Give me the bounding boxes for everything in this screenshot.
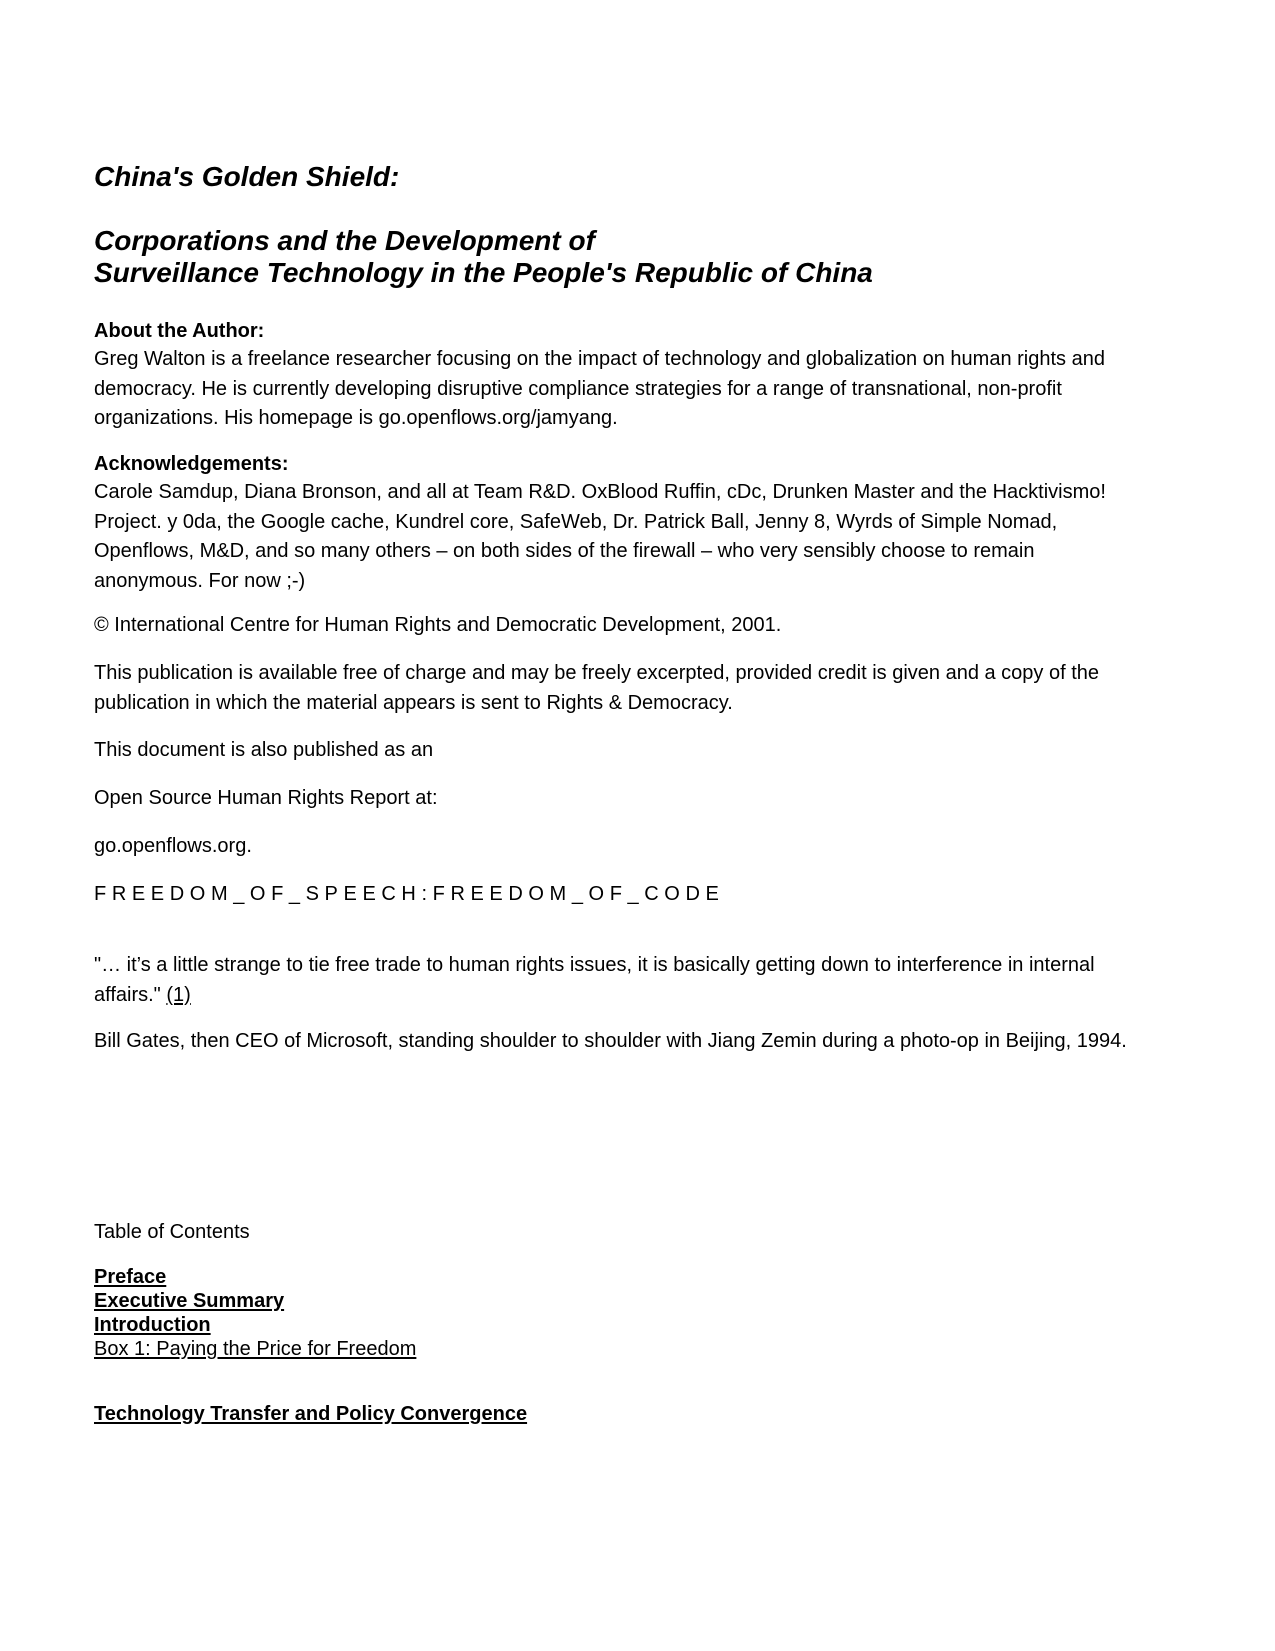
open-source-report-text: Open Source Human Rights Report at: xyxy=(94,787,438,809)
acknowledgements-text xyxy=(94,478,1106,596)
availability-line: publication in which the material appears is sent to Rights & Democracy. xyxy=(94,691,733,714)
acknowledgements-heading: Acknowledgements: xyxy=(94,453,289,475)
quote-line-2-text: affairs." xyxy=(94,983,167,1006)
toc-link-technology-transfer[interactable]: Technology Transfer and Policy Convergence xyxy=(94,1403,528,1425)
quote-block xyxy=(94,951,1095,1010)
about-author-line: democracy. He is currently developing disruptive compliance strategies for a range of transnational, non-profit xyxy=(94,377,1062,400)
quote-line-2 xyxy=(94,981,1095,1011)
about-author-line: Greg Walton is a freelance researcher focusing on the impact of technology and globalization on human rights and xyxy=(94,348,1105,370)
footnote-link[interactable]: (1) xyxy=(166,983,191,1006)
acknowledgements-line: Project. y 0da, the Google cache, Kundrel core, SafeWeb, Dr. Patrick Ball, Jenny 8, Wyrds of Simple Nomad, xyxy=(94,510,1058,533)
document-title: China's Golden Shield: xyxy=(94,161,400,192)
acknowledgements-line: Carole Samdup, Diana Bronson, and all at Team R&D. OxBlood Ruffin, cDc, Drunken Master and the Hacktivismo! xyxy=(94,481,1106,503)
document-subtitle-line-2: Surveillance Technology in the People's Republic of China xyxy=(94,257,873,288)
document-subtitle-line-1: Corporations and the Development of xyxy=(94,225,595,256)
toc-heading: Table of Contents xyxy=(94,1221,250,1243)
toc-list xyxy=(94,1265,416,1361)
toc-link-box-1[interactable]: Box 1: Paying the Price for Freedom xyxy=(94,1338,417,1360)
photo-caption: Bill Gates, then CEO of Microsoft, standing shoulder to shoulder with Jiang Zemin during a photo-op in Beijing, 1994. xyxy=(94,1030,1127,1052)
about-author-text xyxy=(94,345,1105,434)
availability-text xyxy=(94,659,1099,718)
also-published-text: This document is also published as an xyxy=(94,739,434,761)
toc-link-preface[interactable]: Preface xyxy=(94,1266,167,1288)
about-author-line: organizations. His homepage is go.openflows.org/jamyang. xyxy=(94,407,618,429)
site-url: go.openflows.org. xyxy=(94,835,252,857)
toc-link-executive-summary[interactable]: Executive Summary xyxy=(94,1290,285,1312)
copyright-notice: © International Centre for Human Rights and Democratic Development, 2001. xyxy=(94,614,782,636)
acknowledgements-line: Openflows, M&D, and so many others – on both sides of the firewall – who very sensibly choose to remain xyxy=(94,540,1035,562)
acknowledgements-line: anonymous. For now ;-) xyxy=(94,569,306,592)
about-author-heading: About the Author: xyxy=(94,320,265,342)
freedom-of-code-line: FREEDOM_OF_SPEECH:FREEDOM_OF_CODE xyxy=(94,883,725,905)
toc-link-introduction[interactable]: Introduction xyxy=(94,1314,211,1336)
quote-line-1: "… it’s a little strange to tie free trade to human rights issues, it is basically getting down to interference in internal xyxy=(94,954,1095,976)
availability-line: This publication is available free of charge and may be freely excerpted, provided credit is given and a copy of the xyxy=(94,662,1100,684)
